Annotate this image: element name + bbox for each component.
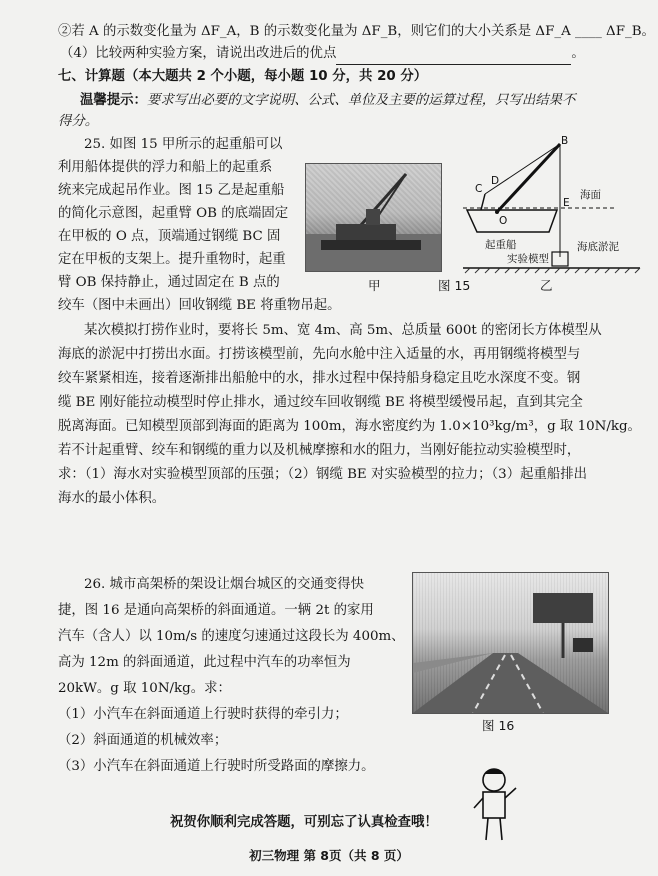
fig15-label-yi: 乙 bbox=[540, 278, 553, 293]
line-q-delta-compare: ②若 A 的示数变化量为 ΔF_A，B 的示数变化量为 ΔF_B，则它们的大小关系是 ΔF_A ____ ΔF_B。 bbox=[58, 24, 655, 39]
answer-blank[interactable] bbox=[336, 50, 571, 65]
para-line-3: 绞车紧紧相连，接着逐渐排出船舱中的水，排水过程中保持船身稳定且吃水深度不变。钢 bbox=[58, 371, 581, 386]
pivot-O bbox=[495, 210, 499, 214]
q25-line-1: 25. 如图 15 甲所示的起重船可以 bbox=[84, 137, 283, 152]
cartoon-student-illustration bbox=[470, 764, 522, 844]
crane-ship-photo-art bbox=[306, 164, 441, 271]
label-model: 实验模型 bbox=[507, 253, 549, 265]
highway-ramp-photo bbox=[412, 572, 609, 714]
label-E: E bbox=[563, 197, 570, 209]
q26-line-7: （2）斜面通道的机械效率； bbox=[58, 733, 228, 748]
para-line-4: 缆 BE 刚好能拉动模型时停止排水，通过绞车回收钢缆 BE 将模型缓慢吊起，直到其完全 bbox=[58, 395, 583, 410]
label-crane-ship: 起重船 bbox=[485, 239, 517, 251]
label-D: D bbox=[491, 175, 500, 187]
page-footer: 初三物理 第 8页（共 8 页） bbox=[249, 848, 409, 863]
q25-line-6: 定在甲板的支架上。提升重物时，起重 bbox=[58, 252, 286, 267]
highway-ramp-art bbox=[413, 573, 608, 713]
para-line-5: 脱离海面。已知模型顶部到海面的距离为 100m，海水密度约为 1.0×10³kg/m³，g 取 10N/kg。 bbox=[58, 419, 641, 434]
label-C: C bbox=[475, 183, 483, 195]
para-line-7: 求：（1）海水对实验模型顶部的压强；（2）钢缆 BE 对实验模型的拉力；（3）起重船排出 bbox=[58, 467, 588, 482]
label-O: O bbox=[499, 215, 508, 227]
label-seabed: 海底淤泥 bbox=[577, 241, 619, 253]
crane-diagram bbox=[445, 132, 645, 282]
fig16-caption: 图 16 bbox=[482, 718, 515, 733]
warm-tip: 温馨提示：要求写出必要的文字说明、公式、单位及主要的运算过程，只写出结果不 bbox=[80, 93, 576, 108]
q26-line-8: （3）小汽车在斜面通道上行驶时所受路面的摩擦力。 bbox=[58, 759, 375, 774]
q26-line-4: 高为 12m 的斜面通道，此过程中汽车的功率恒为 bbox=[58, 655, 351, 670]
q25-line-8: 绞车（图中未画出）回收钢缆 BE 将重物吊起。 bbox=[58, 298, 341, 313]
line-q4-advantage: （4）比较两种实验方案，请说出改进后的优点 。 bbox=[60, 43, 585, 65]
para-line-8: 海水的最小体积。 bbox=[58, 491, 166, 506]
q25-line-2: 利用船体提供的浮力和船上的起重系 bbox=[58, 160, 273, 175]
ship-hull bbox=[467, 210, 557, 232]
crane-ship-photo bbox=[305, 163, 442, 272]
fig15-caption: 图 15 bbox=[438, 278, 471, 293]
q25-line-4: 的简化示意图，起重臂 OB 的底端固定 bbox=[58, 206, 289, 221]
q25-line-3: 统来完成起吊作业。图 15 乙是起重船 bbox=[58, 183, 285, 198]
label-B: B bbox=[561, 135, 569, 147]
para-line-1: 某次模拟打捞作业时，要将长 5m、宽 4m、高 5m、总质量 600t 的密闭长方体模型从 bbox=[84, 323, 602, 338]
q26-line-1: 26. 城市高架桥的架设让烟台城区的交通变得快 bbox=[84, 577, 364, 592]
q25-line-7: 臂 OB 保持静止，通过固定在 B 点的 bbox=[58, 275, 280, 290]
crane-arm-OB bbox=[497, 144, 560, 212]
q26-line-2: 捷，图 16 是通向高架桥的斜面通道。一辆 2t 的家用 bbox=[58, 603, 374, 618]
para-line-6: 若不计起重臂、绞车和钢缆的重力以及机械摩擦和水的阻力，当刚好能拉动实验模型时， bbox=[58, 443, 581, 458]
q26-line-5: 20kW。g 取 10N/kg。求： bbox=[58, 681, 231, 696]
label-sea-surface: 海面 bbox=[580, 189, 601, 201]
closing-message: 祝贺你顺利完成答题，可别忘了认真检查哦！ bbox=[170, 815, 438, 830]
q26-line-3: 汽车（含人）以 10m/s 的速度匀速通过这段长为 400m、 bbox=[58, 629, 405, 644]
fig15-label-jia: 甲 bbox=[368, 278, 381, 293]
para-line-2: 海底的淤泥中打捞出水面。打捞该模型前，先向水舱中注入适量的水，再用钢缆将模型与 bbox=[58, 347, 581, 362]
section-heading: 七、计算题（本大题共 2 个小题，每小题 10 分，共 20 分） bbox=[58, 69, 428, 84]
q26-line-6: （1）小汽车在斜面通道上行驶时获得的牵引力； bbox=[58, 707, 348, 722]
warm-tip-cont: 得分。 bbox=[58, 114, 99, 129]
q25-line-5: 在甲板的 O 点，顶端通过钢缆 BC 固 bbox=[58, 229, 281, 244]
